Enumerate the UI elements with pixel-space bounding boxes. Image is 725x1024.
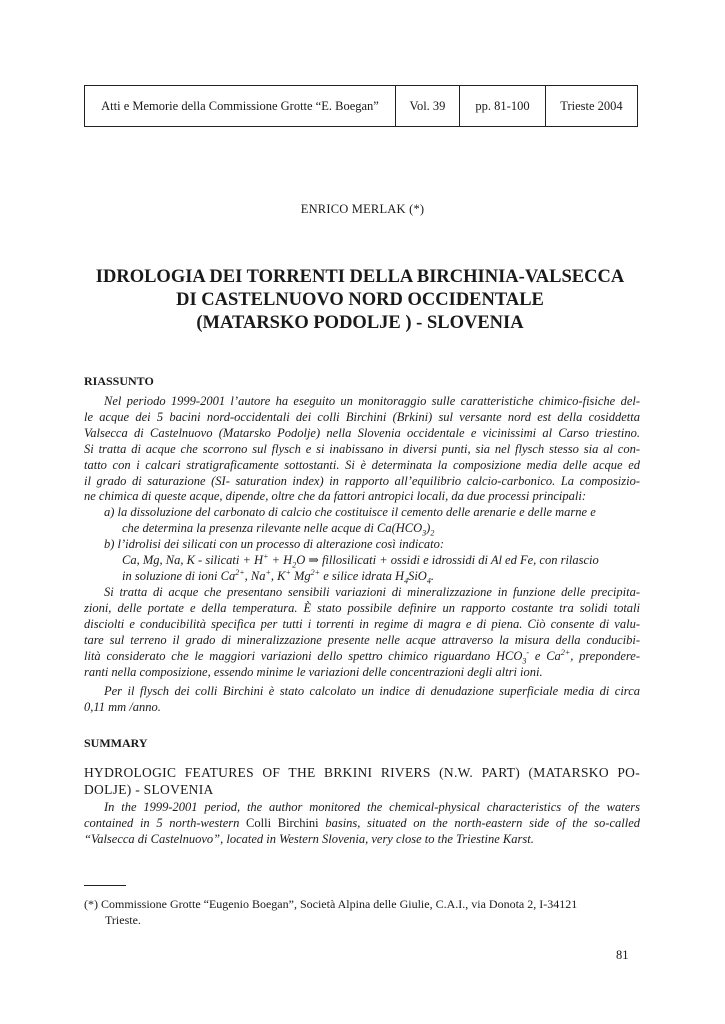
text-line: tare sul terreno il grado di mineralizzazione presente nelle acque attraverso la misura della conducibi- [84,632,640,647]
riassunto-paragraph-2 [84,585,640,680]
list-item-a: a) la dissoluzione del carbonato di calcio che costituisce il cemento delle arenarie e delle marne e [104,505,596,520]
pages-cell: pp. 81-100 [460,86,546,126]
footnote-divider [84,885,126,886]
place-year-cell: Trieste 2004 [560,98,623,113]
footnote-line: (*) Commissione Grotte “Eugenio Boegan”, Società Alpina delle Giulie, C.A.I., via Donota 2, I-34121 [84,897,578,911]
summary-heading: SUMMARY [84,736,148,750]
text-line: 0,11 mm /anno. [84,699,161,714]
list-item-b: b) l’idrolisi dei silicati con un processo di alterazione così indicato: [104,537,445,552]
article-title [60,266,660,335]
author-name: ENRICO MERLAK (*) [300,202,425,216]
colli-birchini-term: Colli Birchini [246,815,319,830]
text-line: disciolti e conducibilità specifica per tutti i torrenti in regime di magra e di piena. Ciò consente di valu- [84,616,640,631]
riassunto-paragraph-3 [84,684,640,716]
page-number: 81 [616,948,629,962]
text-line: Valsecca di Castelnuovo (Matarsko Podolje) nella Slovenia occidentale e vicinissimi al Carso triestino. [84,425,640,440]
riassunto-heading: RIASSUNTO [84,374,154,388]
text-line: ranti nella composizione, essendo minime le variazioni delle concentrazioni degli altri ioni. [84,664,543,679]
text-line: Si tratta di acque che presentano sensibili variazioni di mineralizzazione in funzione delle precipita- [104,585,640,599]
text-line: “Valsecca di Castelnuovo”, located in Western Slovenia, very close to the Triestine Karst. [84,831,534,846]
journal-header-table [84,85,638,127]
text-line: il grado di saturazione (SI- saturation index) in rapporto all’equilibrio calcio-carbonico. La composizio- [84,473,640,488]
title-line: DI CASTELNUOVO NORD OCCIDENTALE [176,290,544,310]
summary-title-line: DOLJE) - SLOVENIA [84,782,214,797]
riassunto-body [84,394,640,585]
journal-name-cell: Atti e Memorie della Commissione Grotte “E. Boegan” [85,86,396,126]
list-item-b-formula: Ca, Mg, Na, K - silicati + $H^+ + H_2O$ ⇒ fillosilicati + ossidi e idrossidi di Al ed Fe, con rilascio [122,551,599,570]
text-line: ne chimica di queste acque, dipende, oltre che da fattori antropici locali, da due processi principali: [84,489,586,504]
text-line: contained in 5 north-western Colli Birchini basins, situated on the north-eastern side of the so-called [84,815,640,830]
text-line: le acque dei 5 bacini nord-occidentali dei colli Birchini (Brkini) sul versante nord est della cosiddetta [84,409,640,424]
list-item-a-cont: che determina la presenza rilevante nelle acque di $Ca(HCO_3)_2$ [122,521,435,538]
list-item-b-ions: in soluzione di ioni $Ca^{2+}$, Na+, K+ $Mg^{2+}$ e silice idrata $H_4SiO_4$. [122,567,434,586]
text-line: Per il flysch dei colli Birchini è stato calcolato un indice di denudazione superficiale media di circa [104,684,640,698]
text-line: zioni, delle portate e della temperatura. È stato possibile definire un rapporto costante tra solidi totali [84,600,640,615]
footnote [84,896,644,928]
text-line: tatto con i calcari stratigraficamente sottostanti. Si è determinata la composizione media delle acque ed [84,457,640,472]
title-line: IDROLOGIA DEI TORRENTI DELLA BIRCHINIA-VALSECCA [95,267,625,287]
text-line: In the 1999-2001 period, the author monitored the chemical-physical characteristics of the waters [104,800,640,814]
text-line: lità considerato che le maggiori variazioni dello spettro chimico riguardano $HCO_3^-$ e $Ca^{2+}$, prepondere- [84,647,641,666]
text-line: Si tratta di acque che scorrono sul flysch e si inabissano in diversi punti, sia nel flysch stesso sia al con- [84,441,640,456]
title-line: (MATARSKO PODOLJE ) - SLOVENIA [196,313,524,333]
summary-title [84,764,640,798]
summary-title-line: HYDROLOGIC FEATURES OF THE BRKINI RIVERS (N.W. PART) (MATARSKO PO- [84,765,640,780]
summary-body [84,800,640,848]
footnote-line: Trieste. [105,913,141,927]
volume-cell: Vol. 39 [396,86,460,126]
text-line: Nel periodo 1999-2001 l’autore ha eseguito un monitoraggio sulle caratteristiche chimico-fisiche del- [104,394,640,408]
